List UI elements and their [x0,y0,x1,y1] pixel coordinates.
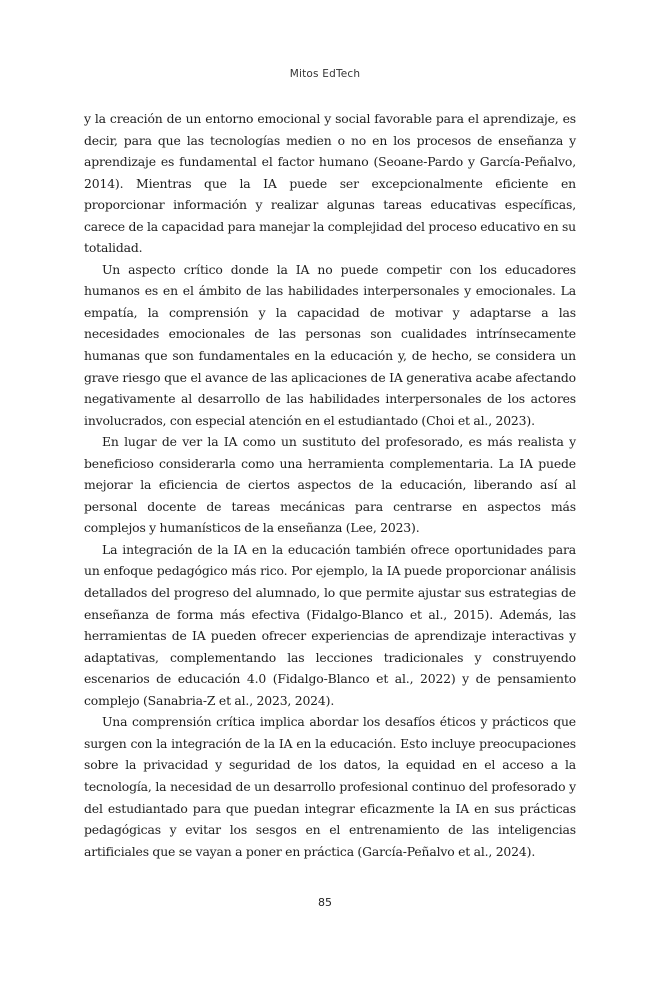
body-text [84,108,576,862]
paragraph-1: y la creación de un entorno emocional y social favorable para el aprendizaje, es decir, para que las tecnologías medien o no en los procesos de enseñanza y aprendizaje es fundamental el factor humano (Seoane-Pardo y García-Peñalvo, 2014). Mientras que la IA puede ser excepcionalmente eficiente en proporcionar información y realizar algunas tareas educativas específicas, carece de la capacidad para manejar la complejidad del proceso educativo en su totalidad. [84,111,576,256]
paragraph-3: En lugar de ver la IA como un sustituto del profesorado, es más realista y beneficioso considerarla como una herramienta complementaria. La IA puede mejorar la eficiencia de ciertos aspectos de la educación, liberando así al personal docente de tareas mecánicas para centrarse en aspectos más complejos y humanísticos de la enseñanza (Lee, 2023). [84,434,576,536]
paragraph-2: Un aspecto crítico donde la IA no puede competir con los educadores humanos es en el ámbito de las habilidades interpersonales y emocionales. La empatía, la comprensión y la capacidad de motivar y adaptarse a las necesidades emocionales de las personas son cualidades intrínsecamente humanas que son fundamentales en la educación y, de hecho, se considera un grave riesgo que el avance de las aplicaciones de IA generativa acabe afectando negativamente al desarrollo de las habilidades interpersonales de los actores involucrados, con especial atención en el estudiantado (Choi et al., 2023). [84,261,576,428]
running-header: Mitos EdTech [289,68,361,80]
paragraph-4: La integración de la IA en la educación también ofrece oportunidades para un enfoque pedagógico más rico. Por ejemplo, la IA puede proporcionar análisis detallados del progreso del alumnado, lo que permite ajustar sus estrategias de enseñanza de forma más efectiva (Fidalgo-Blanco et al., 2015). Además, las herramientas de IA pueden ofrecer experiencias de aprendizaje interactivas y adaptativas, complementando las lecciones tradicionales y construyendo escenarios de educación 4.0 (Fidalgo-Blanco et al., 2022) y de pensamiento complejo (Sanabria-Z et al., 2023, 2024). [84,541,576,708]
page-number: 85 [318,896,332,909]
paragraph-5: Una comprensión crítica implica abordar los desafíos éticos y prácticos que surgen con la integración de la IA en la educación. Esto incluye preocupaciones sobre la privacidad y seguridad de los datos, la equidad en el acceso a la tecnología, la necesidad de un desarrollo profesional continuo del profesorado y del estudiantado para que puedan integrar eficazmente la IA en sus prácticas pedagógicas y evitar los sesgos en el entrenamiento de las inteligencias artificiales que se vayan a poner en práctica (García-Peñalvo et al., 2024). [84,714,576,859]
